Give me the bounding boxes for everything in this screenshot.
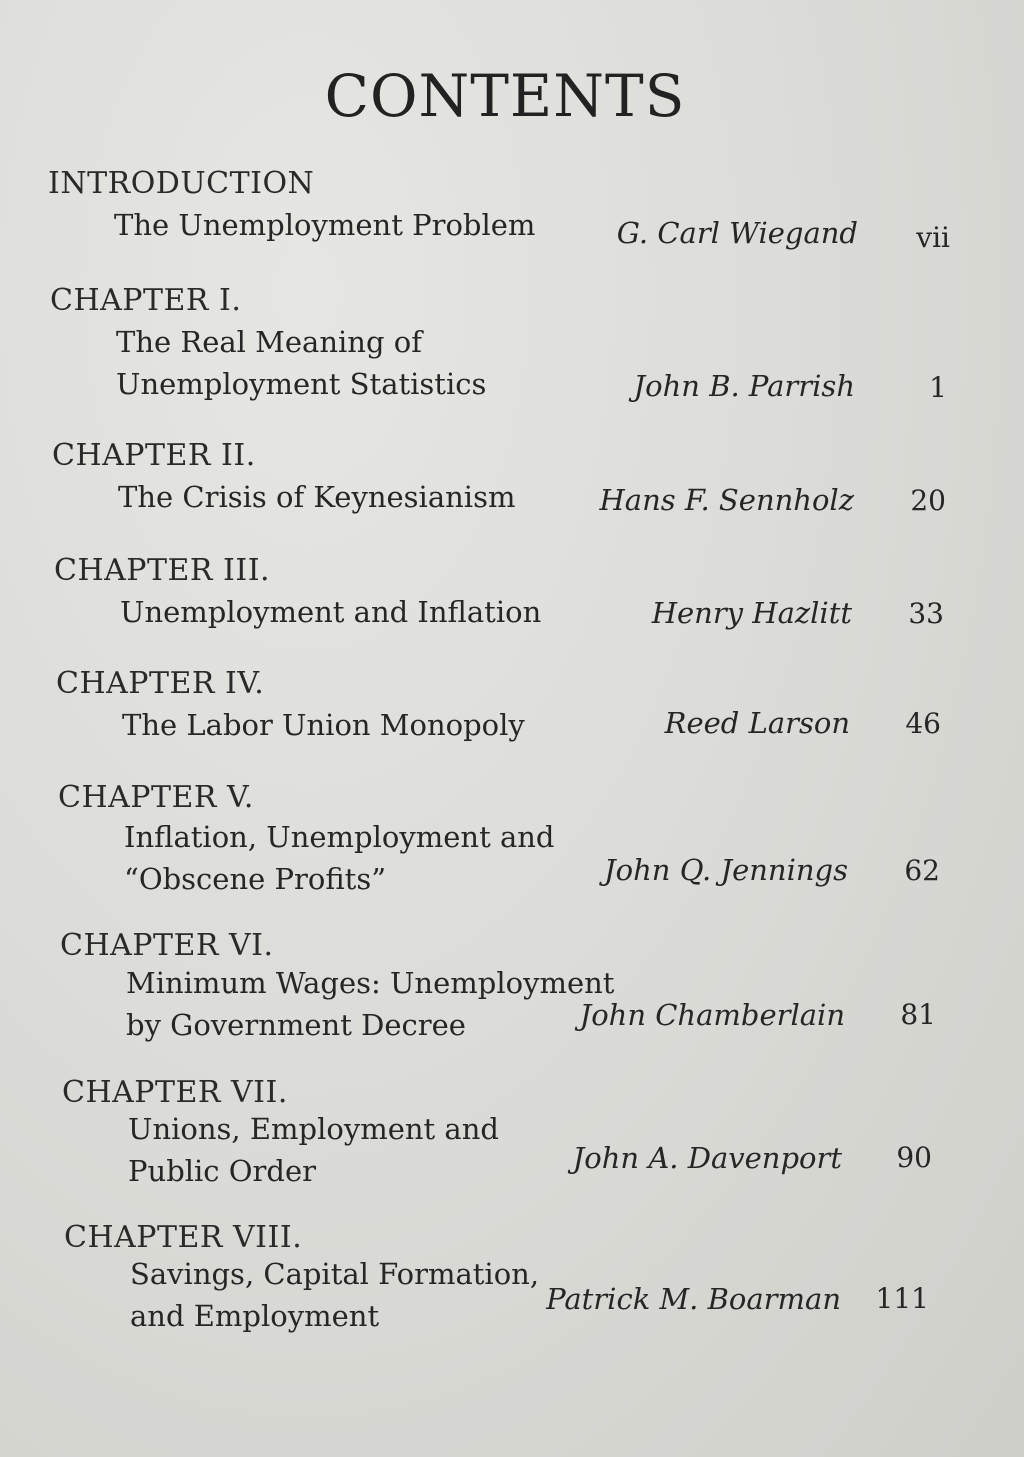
entry-page-number: 20 — [910, 484, 946, 517]
entry-title: Unemployment and Inflation — [120, 595, 542, 629]
entry-author: John Chamberlain — [579, 998, 845, 1032]
entry-label: INTRODUCTION — [48, 166, 315, 201]
entry-label: CHAPTER I. — [50, 283, 242, 318]
entry-label: CHAPTER II. — [52, 438, 256, 473]
entry-page-number: 62 — [904, 854, 940, 887]
entry-page-number: 81 — [900, 998, 936, 1031]
entry-author: Hans F. Sennholz — [599, 483, 854, 517]
entry-label: CHAPTER V. — [58, 780, 254, 815]
entry-author: Patrick M. Boarman — [546, 1282, 841, 1316]
entry-author: Reed Larson — [664, 706, 850, 740]
entry-title: Minimum Wages: Unemployment by Government Decree — [126, 966, 615, 1042]
entry-title: The Real Meaning of Unemployment Statistics — [116, 325, 487, 401]
entry-title: Unions, Employment and Public Order — [128, 1112, 499, 1188]
entry-label: CHAPTER VIII. — [64, 1220, 303, 1255]
entry-author: John A. Davenport — [572, 1141, 842, 1175]
entry-title: Savings, Capital Formation, and Employment — [130, 1257, 540, 1333]
entry-label: CHAPTER VI. — [60, 928, 274, 963]
entry-author: John B. Parrish — [633, 369, 855, 403]
entry-page-number: 90 — [896, 1141, 932, 1174]
entry-author: John Q. Jennings — [604, 853, 848, 887]
entry-label: CHAPTER IV. — [56, 666, 265, 701]
entry-page-number: 1 — [929, 371, 947, 404]
entry-page-number: vii — [916, 221, 950, 254]
entry-page-number: 33 — [908, 597, 944, 630]
entry-title: The Labor Union Monopoly — [122, 708, 525, 742]
entry-author: G. Carl Wiegand — [616, 216, 858, 250]
entry-title: Inflation, Unemployment and “Obscene Profits” — [124, 820, 555, 896]
entry-label: CHAPTER VII. — [62, 1075, 288, 1110]
entry-title: The Unemployment Problem — [114, 208, 536, 242]
entry-label: CHAPTER III. — [54, 553, 271, 588]
entry-author: Henry Hazlitt — [651, 596, 852, 630]
entry-page-number: 111 — [875, 1282, 929, 1315]
page-title: CONTENTS — [324, 62, 686, 130]
entry-page-number: 46 — [905, 707, 941, 740]
entry-title: The Crisis of Keynesianism — [118, 480, 516, 514]
